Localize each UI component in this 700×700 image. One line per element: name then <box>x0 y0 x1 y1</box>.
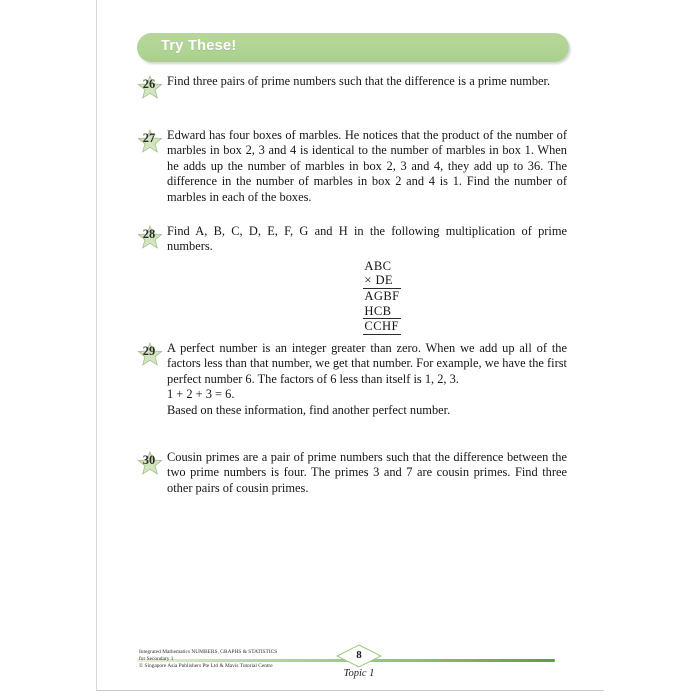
banner-title: Try These! <box>161 38 237 54</box>
question-number: 28 <box>142 227 156 241</box>
partial-product-row-1: AGBF <box>364 289 400 303</box>
topic-label: Topic 1 <box>343 668 375 679</box>
question-text: Cousin primes are a pair of prime numbers such that the difference between the two prime numbers is four. The primes 3 and 7 are cousin primes. Find three other pairs of cousin primes. <box>167 450 567 495</box>
footer-credit-line-3: © Singapore Asia Publishers Pte Ltd & Mavis Tutorial Centre <box>139 663 273 670</box>
question-number: 29 <box>142 344 156 358</box>
multiplication-worked-layout <box>167 259 567 335</box>
question-number-badge <box>137 128 167 156</box>
question-number: 30 <box>142 453 156 467</box>
question-text: Find three pairs of prime numbers such that the difference is a prime number. <box>167 74 551 88</box>
question-number: 27 <box>142 131 156 145</box>
question-body <box>167 128 567 205</box>
question-number: 26 <box>142 77 156 91</box>
question-body <box>167 341 567 418</box>
question-number-badge <box>137 74 167 102</box>
question-30 <box>137 450 567 496</box>
final-product-row: CCHF <box>364 319 399 334</box>
question-body <box>167 224 567 335</box>
page-bottom-border <box>96 690 604 691</box>
multiplicand-row: ABC <box>364 258 392 273</box>
question-text: A perfect number is an integer greater than zero. When we add up all of the factors less than that number, we get that number. For example, we have the first perfect number 6. The factors of 6 less than itself is 1, 2, 3. <box>167 341 567 386</box>
page-number-medallion <box>336 644 382 668</box>
question-text: Find A, B, C, D, E, F, G and H in the following multiplication of prime numbers. <box>167 224 567 254</box>
footer-credit-line-1: Integrated Mathematics NUMBERS, GRAPHS & STATISTICS <box>139 649 278 655</box>
footer-credits <box>139 649 277 671</box>
question-26 <box>137 74 567 89</box>
question-29 <box>137 341 567 418</box>
question-closing-line: Based on these information, find another perfect number. <box>167 402 451 417</box>
footer-credit-line-2: for Secondary 1 <box>139 656 174 663</box>
question-number-badge <box>137 450 167 478</box>
multiplier-row: × DE <box>363 273 400 289</box>
question-number-badge <box>137 341 167 369</box>
question-text: Edward has four boxes of marbles. He notices that the product of the number of marbles in box 2, 3 and 4 is identical to the number of marbles in box 1. When he adds up the number of marbles in box 2, 3 and 4, they add up to 36. The difference in the number of marbles in box 2 and 4 is 1. Find the number of marbles in each of the boxes. <box>167 128 567 204</box>
question-28 <box>137 224 567 335</box>
try-these-banner <box>137 33 569 62</box>
question-number-badge <box>137 224 167 252</box>
question-equation-line: 1 + 2 + 3 = 6. <box>167 387 235 402</box>
partial-product-row-2: HCB <box>363 304 400 320</box>
page-number: 8 <box>356 648 362 661</box>
question-body <box>167 74 567 89</box>
question-body <box>167 450 567 496</box>
question-27 <box>137 128 567 205</box>
